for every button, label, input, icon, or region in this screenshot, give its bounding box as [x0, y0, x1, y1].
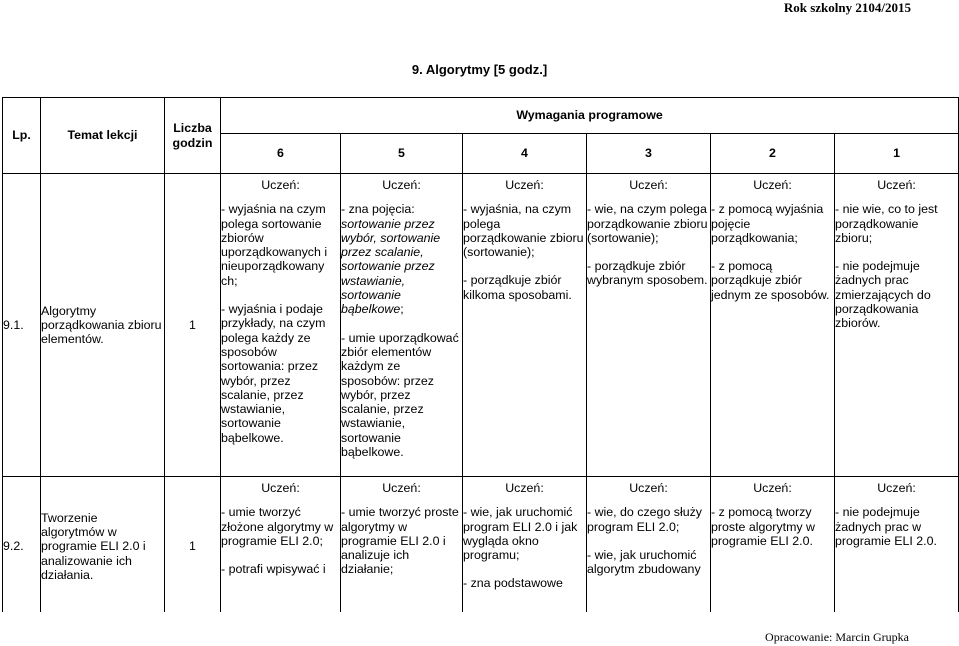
grade-5-cell: Uczeń: - umie tworzyć proste algorytmy w programie ELI 2.0 i analizuje ich działanie;: [341, 477, 463, 617]
grade-2-cell: Uczeń: - z pomocą wyjaśnia pojęcie porządkowania; - z pomocą porządkuje zbiór jednym ze sposobów.: [711, 174, 835, 477]
grade-1-cell: Uczeń: - nie wie, co to jest porządkowanie zbioru; - nie podejmuje żadnych prac zmierzających do porządkowania zbiorów.: [835, 174, 959, 477]
row-topic: Algorytmy porządkowania zbioru elementów.: [41, 174, 165, 477]
requirements-table: [2, 97, 959, 617]
grade-6-header: 6: [221, 134, 341, 174]
footer-author: Opracowanie: Marcin Grupka: [765, 630, 909, 644]
row-lp: 9.2.: [3, 477, 41, 617]
table-row: [3, 174, 959, 477]
col-hours-header: Liczba godzin: [165, 98, 221, 174]
grade-3-cell: Uczeń: - wie, do czego służy program ELI 2.0; - wie, jak uruchomić algorytm zbudowany: [587, 477, 711, 617]
col-lp-header: Lp.: [3, 98, 41, 174]
grade-2-header: 2: [711, 134, 835, 174]
grade-2-cell: Uczeń: - z pomocą tworzy proste algorytmy w programie ELI 2.0.: [711, 477, 835, 617]
row-hours: 1: [165, 477, 221, 617]
grade-6-cell: Uczeń: - wyjaśnia na czym polega sortowanie zbiorów uporządkowanych i nieuporządkowany ch; - wyjaśnia i podaje przykłady, na czym polega każdy ze sposobów sortowania: przez wybór, przez scalanie, przez wstawianie, sortowanie bąbelkowe.: [221, 174, 341, 477]
col-requirements-header: Wymagania programowe: [221, 98, 959, 134]
row-lp: 9.1.: [3, 174, 41, 477]
grade-5-header: 5: [341, 134, 463, 174]
grade-6-cell: Uczeń: - umie tworzyć złożone algorytmy w programie ELI 2.0; - potrafi wpisywać i: [221, 477, 341, 617]
school-year: Rok szkolny 2104/2015: [783, 0, 911, 15]
grade-1-cell: Uczeń: - nie podejmuje żadnych prac w programie ELI 2.0.: [835, 477, 959, 617]
grade-4-cell: Uczeń: - wyjaśnia, na czym polega porządkowanie zbioru (sortowanie); - porządkuje zbiór kilkoma sposobami.: [463, 174, 587, 477]
table-row: [3, 477, 959, 617]
grade-3-header: 3: [587, 134, 711, 174]
grade-5-cell: Uczeń: - zna pojęcia: sortowanie przez wybór, sortowanie przez scalanie, sortowanie przez wstawianie, sortowanie bąbelkowe; - umie uporządkować zbiór elementów każdym ze sposobów: przez wybór, przez scalanie, przez wstawianie, sortowanie bąbelkowe.: [341, 174, 463, 477]
row-hours: 1: [165, 174, 221, 477]
row-topic: Tworzenie algorytmów w programie ELI 2.0 i analizowanie ich działania.: [41, 477, 165, 617]
col-topic-header: Temat lekcji: [41, 98, 165, 174]
grade-4-cell: Uczeń: - wie, jak uruchomić program ELI 2.0 i jak wygląda okno programu; - zna podstawowe: [463, 477, 587, 617]
grade-3-cell: Uczeń: - wie, na czym polega porządkowanie zbioru (sortowanie); - porządkuje zbiór wybranym sposobem.: [587, 174, 711, 477]
page-title: 9. Algorytmy [5 godz.]: [411, 62, 548, 77]
grade-1-header: 1: [835, 134, 959, 174]
grade-4-header: 4: [463, 134, 587, 174]
